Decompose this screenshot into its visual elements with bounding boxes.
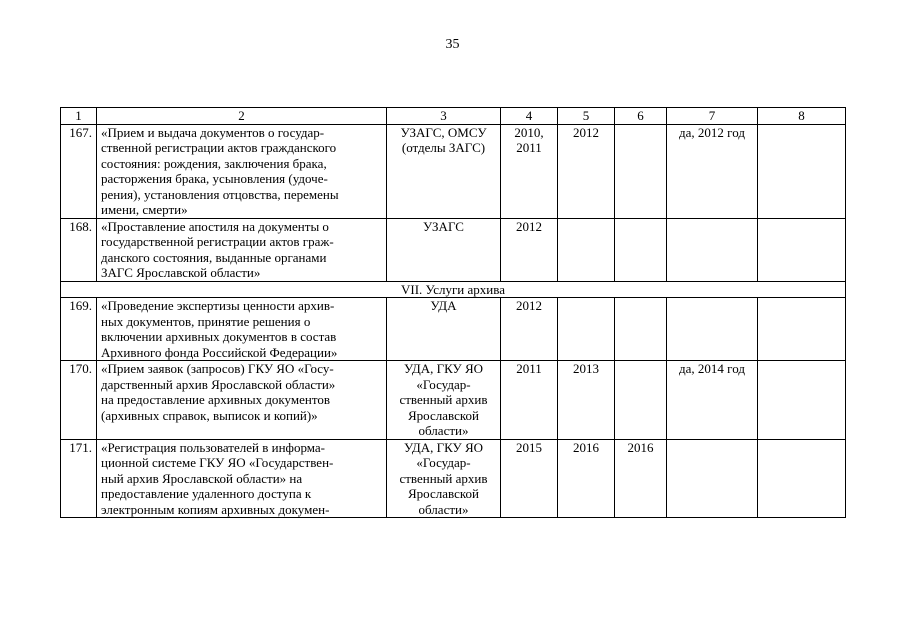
- column-8-value: [758, 124, 846, 218]
- row-number: 171.: [61, 439, 97, 518]
- column-header-3: 3: [387, 108, 501, 125]
- responsible-organization: УЗАГС: [387, 218, 501, 281]
- column-4-value: 2010, 2011: [501, 124, 558, 218]
- column-header-6: 6: [615, 108, 667, 125]
- column-7-value: [667, 298, 758, 361]
- column-header-7: 7: [667, 108, 758, 125]
- column-8-value: [758, 361, 846, 440]
- column-header-4: 4: [501, 108, 558, 125]
- table-row: [61, 439, 846, 518]
- table-row: [61, 298, 846, 361]
- row-number: 167.: [61, 124, 97, 218]
- responsible-organization: УДА: [387, 298, 501, 361]
- column-5-value: [558, 298, 615, 361]
- column-4-value: 2011: [501, 361, 558, 440]
- section-row: [61, 281, 846, 298]
- column-header-1: 1: [61, 108, 97, 125]
- column-5-value: 2012: [558, 124, 615, 218]
- column-7-value: [667, 439, 758, 518]
- responsible-organization: УДА, ГКУ ЯО «Государ- ственный архив Ярославской области»: [387, 361, 501, 440]
- column-6-value: [615, 361, 667, 440]
- service-description: «Проставление апостиля на документы о государственной регистрации актов граж- данского состояния, выданные органами ЗАГС Ярославской области»: [97, 218, 387, 281]
- column-5-value: 2016: [558, 439, 615, 518]
- service-description: «Прием заявок (запросов) ГКУ ЯО «Госу- дарственный архив Ярославской области» на предоставление архивных документов (архивных справок, выписок и копий)»: [97, 361, 387, 440]
- column-6-value: [615, 298, 667, 361]
- column-5-value: [558, 218, 615, 281]
- responsible-organization: УЗАГС, ОМСУ (отделы ЗАГС): [387, 124, 501, 218]
- section-heading: VII. Услуги архива: [61, 281, 846, 298]
- table-row: [61, 124, 846, 218]
- column-8-value: [758, 218, 846, 281]
- column-7-value: да, 2014 год: [667, 361, 758, 440]
- responsible-organization: УДА, ГКУ ЯО «Государ- ственный архив Ярославской области»: [387, 439, 501, 518]
- column-6-value: [615, 218, 667, 281]
- row-number: 169.: [61, 298, 97, 361]
- services-table: [60, 107, 846, 518]
- service-description: «Регистрация пользователей в информа- ционной системе ГКУ ЯО «Государствен- ный архив Ярославской области» на предоставление удаленного доступа к электронным копиям архивных докумен-: [97, 439, 387, 518]
- row-number: 170.: [61, 361, 97, 440]
- service-description: «Прием и выдача документов о государ- ственной регистрации актов гражданского состояния: рождения, заключения брака, расторжения брака, усыновления (удоче- рения), установления отцовства, перемены имени, смерти»: [97, 124, 387, 218]
- column-7-value: да, 2012 год: [667, 124, 758, 218]
- column-7-value: [667, 218, 758, 281]
- column-header-8: 8: [758, 108, 846, 125]
- header-row: [61, 108, 846, 125]
- column-8-value: [758, 439, 846, 518]
- column-header-2: 2: [97, 108, 387, 125]
- column-6-value: 2016: [615, 439, 667, 518]
- column-4-value: 2012: [501, 298, 558, 361]
- column-4-value: 2015: [501, 439, 558, 518]
- column-5-value: 2013: [558, 361, 615, 440]
- service-description: «Проведение экспертизы ценности архив- ных документов, принятие решения о включении архивных документов в состав Архивного фонда Российской Федерации»: [97, 298, 387, 361]
- row-number: 168.: [61, 218, 97, 281]
- column-8-value: [758, 298, 846, 361]
- column-6-value: [615, 124, 667, 218]
- column-header-5: 5: [558, 108, 615, 125]
- page-number: 35: [445, 37, 460, 52]
- column-4-value: 2012: [501, 218, 558, 281]
- table-row: [61, 361, 846, 440]
- table-row: [61, 218, 846, 281]
